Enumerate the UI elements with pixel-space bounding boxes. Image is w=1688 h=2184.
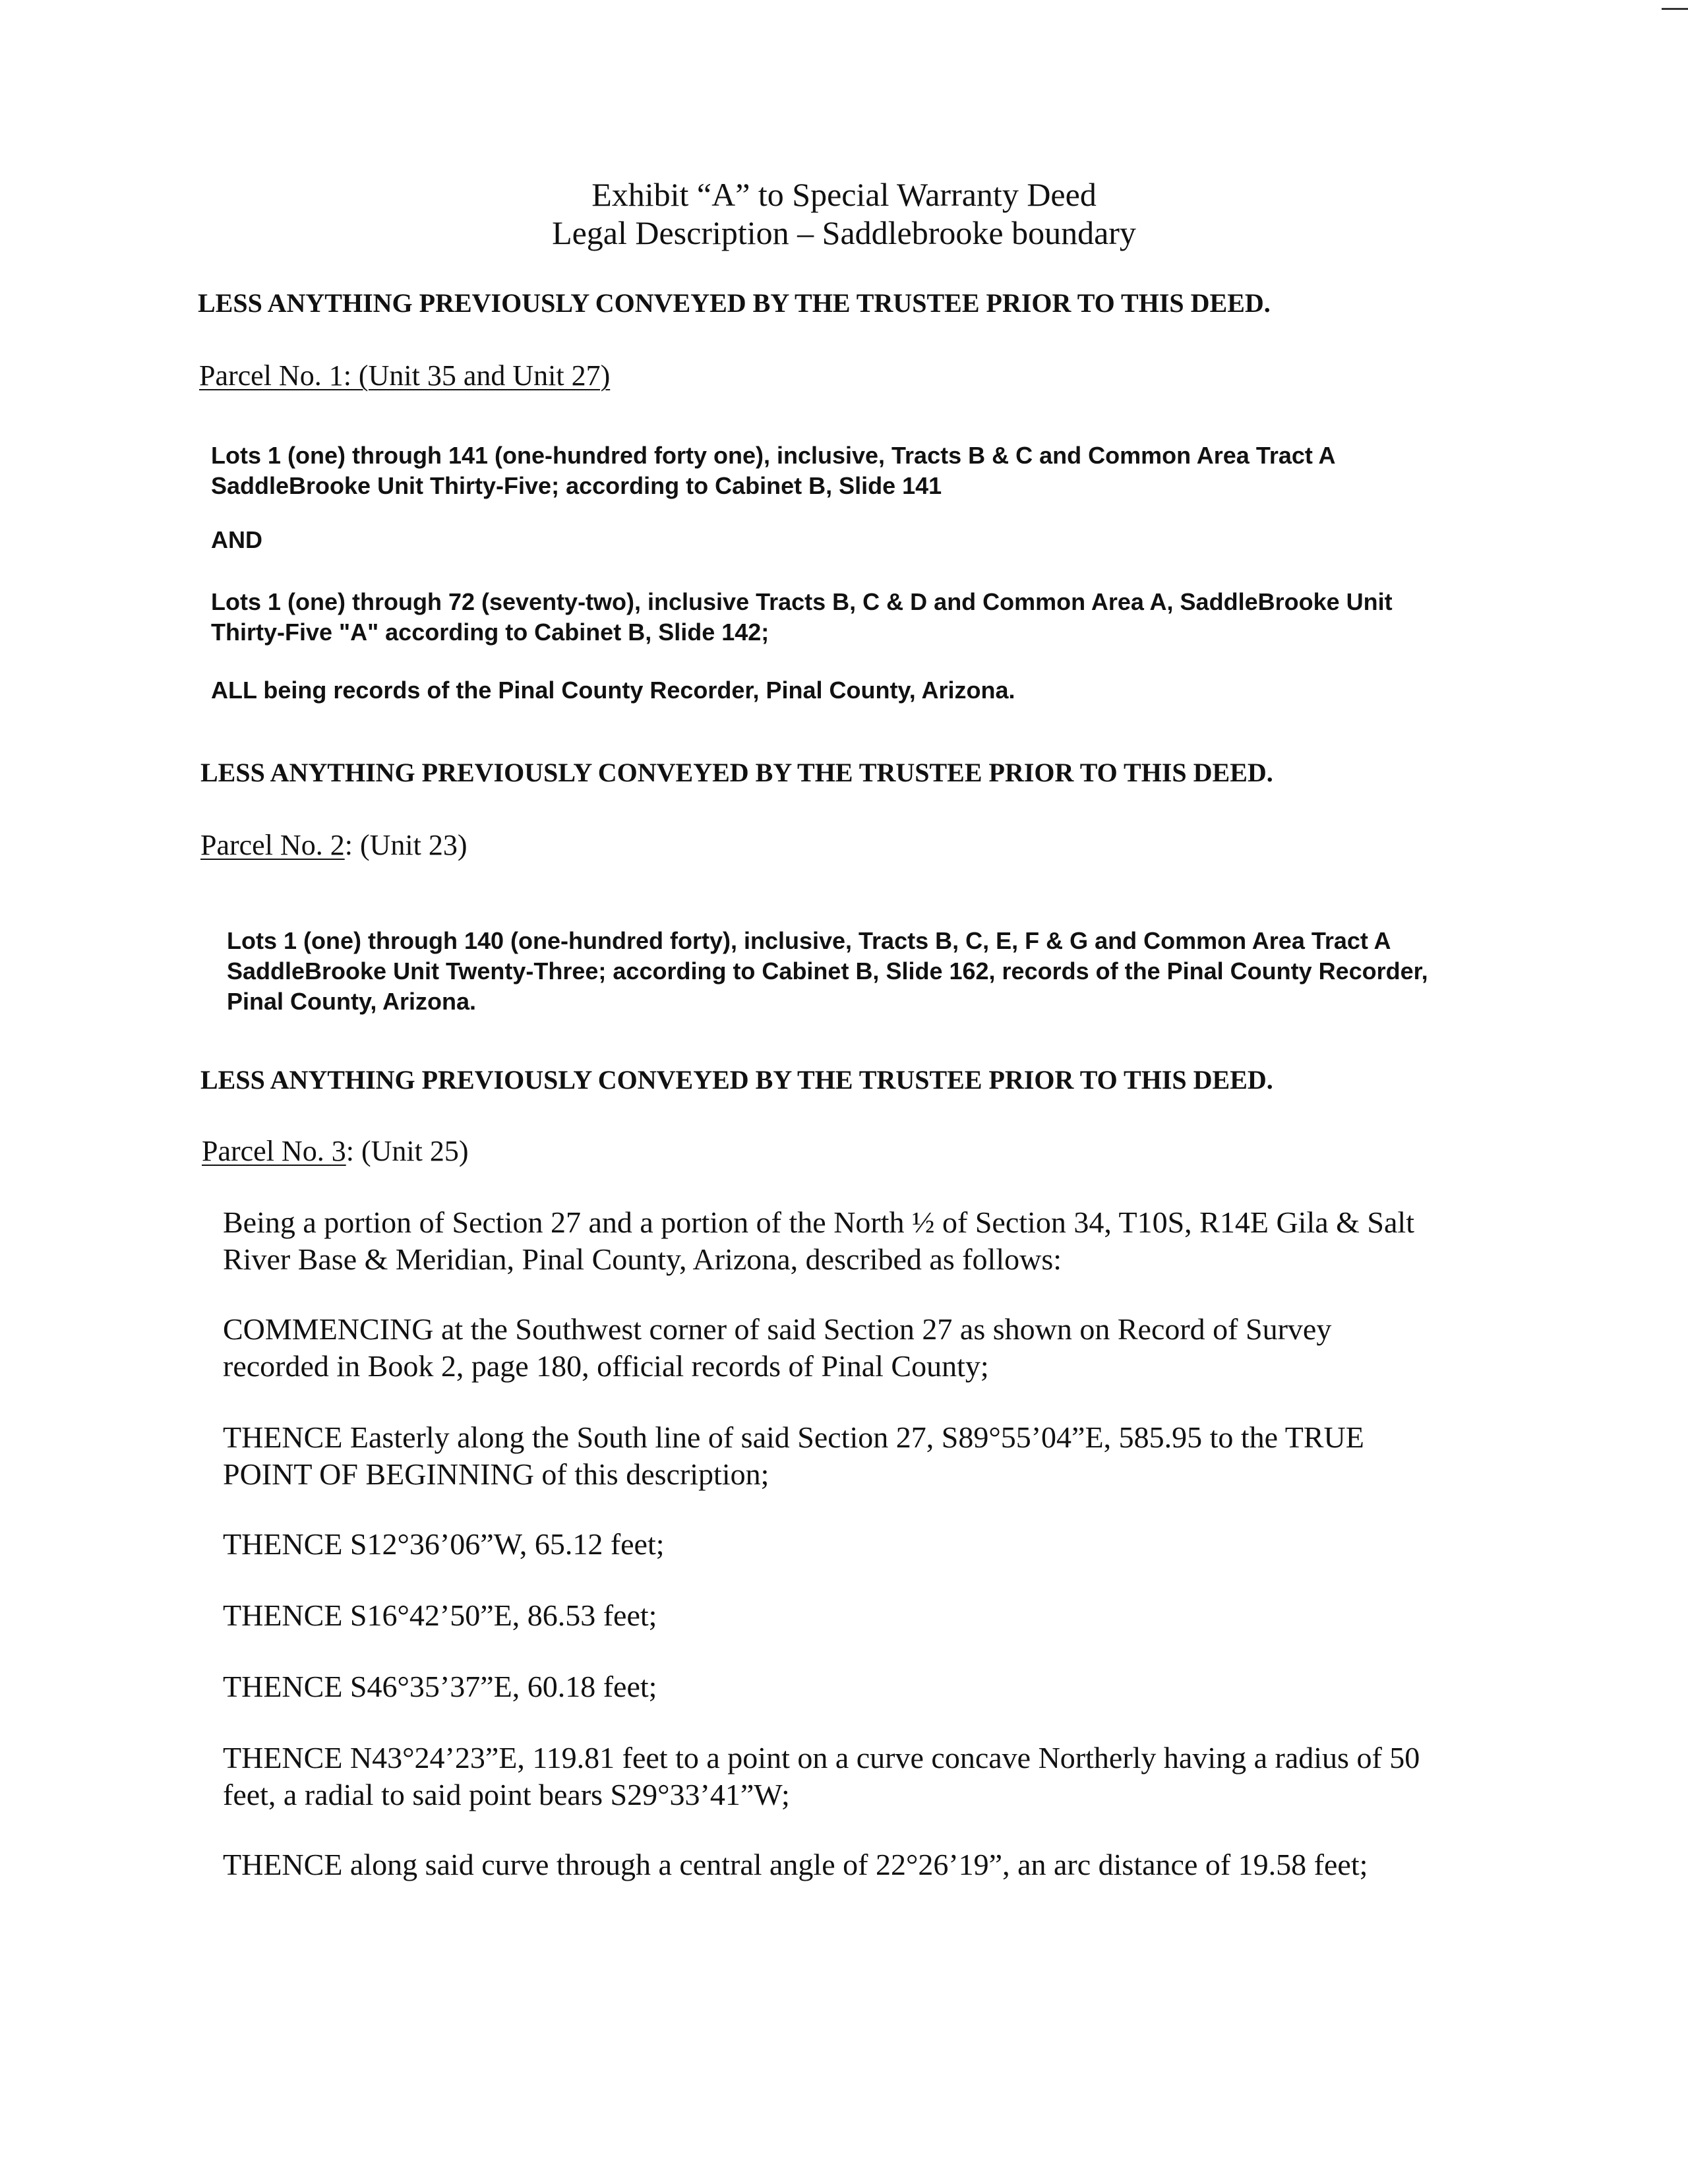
text-line: feet, a radial to said point bears S29°33’41”W; xyxy=(223,1778,790,1811)
parcel-3-label: Parcel No. 3 xyxy=(202,1135,346,1167)
course-call-1: THENCE S12°36’06”W, 65.12 feet; xyxy=(223,1527,665,1561)
course-call-2: THENCE S16°42’50”E, 86.53 feet; xyxy=(223,1598,657,1632)
less-statement: LESS ANYTHING PREVIOUSLY CONVEYED BY THE TRUSTEE PRIOR TO THIS DEED. xyxy=(200,1065,1273,1095)
text-line: SaddleBrooke Unit Twenty-Three; according to Cabinet B, Slide 162, records of the Pinal County Recorder, xyxy=(227,957,1428,985)
text-line: Thirty-Five "A" according to Cabinet B, Slide 142; xyxy=(211,619,769,646)
text-line: Lots 1 (one) through 141 (one-hundred forty one), inclusive, Tracts B & C and Common Area Tract A xyxy=(211,442,1336,469)
margin-mark xyxy=(1662,8,1688,10)
course-call-5: THENCE along said curve through a central angle of 22°26’19”, an arc distance of 19.58 feet; xyxy=(223,1848,1368,1881)
parcel-3-unit: : (Unit 25) xyxy=(346,1135,469,1167)
text-line: Lots 1 (one) through 140 (one-hundred forty), inclusive, Tracts B, C, E, F & G and Common Area Tract A xyxy=(227,927,1391,954)
parcel-1-heading xyxy=(199,359,610,392)
less-statement: LESS ANYTHING PREVIOUSLY CONVEYED BY THE TRUSTEE PRIOR TO THIS DEED. xyxy=(200,758,1273,787)
text-line: THENCE Easterly along the South line of said Section 27, S89°55’04”E, 585.95 to the TRUE xyxy=(223,1420,1364,1454)
parcel-3-heading xyxy=(202,1134,468,1168)
document-title: Exhibit “A” to Special Warranty Deed xyxy=(591,176,1097,213)
text-line: COMMENCING at the Southwest corner of said Section 27 as shown on Record of Survey xyxy=(223,1312,1332,1346)
less-statement: LESS ANYTHING PREVIOUSLY CONVEYED BY THE TRUSTEE PRIOR TO THIS DEED. xyxy=(198,288,1271,318)
and-text: AND xyxy=(211,526,262,553)
parcel-3-paragraph-2 xyxy=(223,1311,1462,1385)
parcel-1-paragraph-3: ALL being records of the Pinal County Recorder, Pinal County, Arizona. xyxy=(211,677,1015,704)
parcel-2-heading xyxy=(200,828,467,862)
text-line: Lots 1 (one) through 72 (seventy-two), inclusive Tracts B, C & D and Common Area A, SaddleBrooke Unit xyxy=(211,588,1393,615)
parcel-3-paragraph-1 xyxy=(223,1204,1462,1278)
parcel-1-paragraph-1 xyxy=(211,440,1451,501)
parcel-2-unit: : (Unit 23) xyxy=(344,829,467,861)
text-line: Pinal County, Arizona. xyxy=(227,988,477,1015)
parcel-1-paragraph-2 xyxy=(211,587,1451,648)
parcel-2-paragraph xyxy=(227,926,1466,1017)
parcel-1-label: Parcel No. 1: (Unit 35 and Unit 27) xyxy=(199,359,611,392)
parcel-3-paragraph-3 xyxy=(223,1419,1462,1493)
text-line: River Base & Meridian, Pinal County, Arizona, described as follows: xyxy=(223,1242,1062,1276)
parcel-2-label: Parcel No. 2 xyxy=(200,829,345,861)
text-line: POINT OF BEGINNING of this description; xyxy=(223,1457,769,1491)
text-line: recorded in Book 2, page 180, official records of Pinal County; xyxy=(223,1349,989,1383)
text-line: Being a portion of Section 27 and a portion of the North ½ of Section 34, T10S, R14E Gila & Salt xyxy=(223,1205,1414,1239)
course-call-4 xyxy=(223,1740,1462,1813)
text-line: SaddleBrooke Unit Thirty-Five; according to Cabinet B, Slide 141 xyxy=(211,472,942,499)
course-call-3: THENCE S46°35’37”E, 60.18 feet; xyxy=(223,1670,657,1703)
text-line: THENCE N43°24’23”E, 119.81 feet to a point on a curve concave Northerly having a radius of 50 xyxy=(223,1741,1420,1774)
document-subtitle: Legal Description – Saddlebrooke boundary xyxy=(552,214,1136,251)
